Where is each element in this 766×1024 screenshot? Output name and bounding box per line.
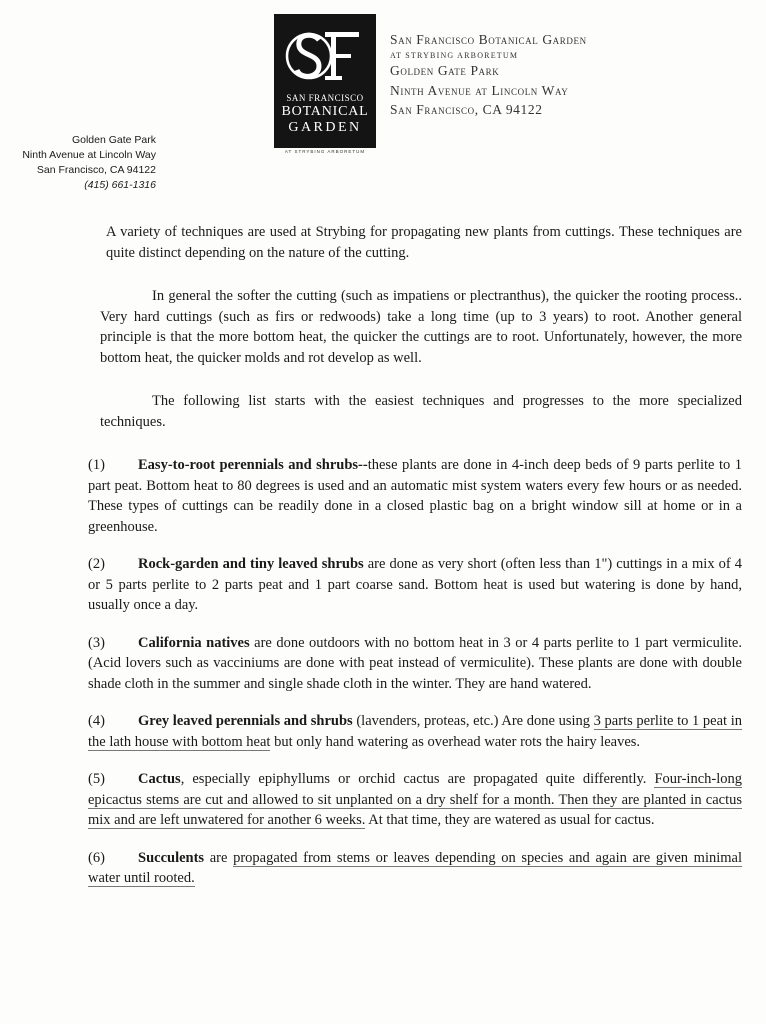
list-item [88, 711, 742, 752]
list-intro-paragraph: The following list starts with the easiest techniques and progresses to the more specialized techniques. [100, 393, 742, 430]
left-address-line2: Ninth Avenue at Lincoln Way [22, 148, 156, 161]
item-number: (1) [88, 457, 105, 473]
list-item [88, 769, 742, 831]
logo-line3: GARDEN [288, 120, 362, 135]
item-text: are [204, 849, 234, 866]
letterhead-park: Golden Gate Park [390, 63, 500, 79]
item-term: Grey leaved perennials and shrubs [138, 713, 353, 729]
document-body [82, 222, 742, 889]
phone-number: (415) 661-1316 [84, 178, 156, 191]
org-name: San Francisco Botanical Garden [390, 32, 587, 47]
logo-subline: AT STRYBING ARBORETUM [284, 149, 366, 154]
letterhead-city: San Francisco, CA 94122 [390, 102, 543, 118]
letterhead-address [390, 30, 587, 120]
item-term: Easy-to-root perennials and shrubs-- [138, 457, 368, 473]
item-text: are done outdoors with no bottom heat in 3 or 4 parts perlite to 1 part vermiculite. (Acid lovers such as vacciniums are done with peat instead of vermiculite). These plants are done with double shade cloth in the summer and single shade cloth in the winter. They are hand watered. [88, 634, 742, 692]
list-item [88, 848, 742, 889]
item-text: these plants are done in 4-inch deep beds of 9 parts perlite to 1 part peat. Bottom heat to 80 degrees is used and an automatic mist system waters every few hours or as needed. These types of cuttings can be readily done in a closed plastic bag on a bright window sill at home or in a greenhouse. [88, 457, 742, 535]
item-text: are done as very short (often less than 1") cuttings in a mix of 4 or 5 parts perlite to 2 parts peat and 1 part coarse sand. Bottom heat is used but watering is done by hand, usually once a day. [88, 556, 743, 613]
item-number: (3) [88, 634, 105, 651]
list-item [88, 455, 742, 537]
item-text: At that time, they are watered as usual for cactus. [365, 812, 655, 828]
list-item [88, 554, 742, 616]
left-address-line1: Golden Gate Park [71, 134, 156, 146]
letterhead-street: Ninth Avenue at Lincoln Way [390, 82, 569, 98]
intro-paragraph: A variety of techniques are used at Strybing for propagating new plants from cuttings. These techniques are quite distinct depending on the nature of the cutting. [106, 224, 742, 261]
garden-logo [274, 14, 376, 148]
org-subname: AT STRYBING ARBORETUM [390, 50, 519, 60]
item-number: (2) [88, 556, 105, 572]
left-address [22, 133, 156, 193]
item-term: California natives [138, 634, 250, 651]
list-item [88, 633, 742, 695]
logo-line2: BOTANICAL [281, 104, 369, 119]
general-paragraph: In general the softer the cutting (such as impatiens or plectranthus), the quicker the rooting process.. Very hard cuttings (such as firs or redwoods) take a long time (up to 3 years) to root. Another general principle is that the more bottom heat, the quicker the cuttings are to root. Unfortunately, however, the more bottom heat, the quicker molds and rot develop as well. [100, 288, 742, 366]
item-text: but only hand watering as overhead water rots the hairy leaves. [270, 733, 641, 750]
sf-monogram-icon [285, 20, 365, 92]
item-number: (6) [88, 849, 105, 866]
item-term: Cactus [138, 771, 181, 787]
underlined-text: 3 parts perlite to 1 peat in the lath house with bottom heat [88, 713, 742, 750]
item-number: (5) [88, 771, 105, 787]
left-address-line3: San Francisco, CA 94122 [36, 163, 156, 176]
item-text: (lavenders, proteas, etc.) Are done using [352, 713, 594, 729]
item-number: (4) [88, 713, 105, 729]
underlined-text: Four-inch-long epicactus stems are cut and allowed to sit unplanted on a dry shelf for a month. Then they are planted in cactus mix and are left unwatered for another 6 weeks. [88, 771, 742, 828]
item-term: Rock-garden and tiny leaved shrubs [138, 556, 364, 572]
item-term: Succulents [138, 849, 205, 866]
underlined-text: propagated from stems or leaves depending on species and again are given minimal water until rooted. [88, 849, 742, 886]
item-text: , especially epiphyllums or orchid cactus are propagated quite differently. [180, 771, 655, 787]
logo-line1: SAN FRANCISCO [286, 93, 364, 103]
